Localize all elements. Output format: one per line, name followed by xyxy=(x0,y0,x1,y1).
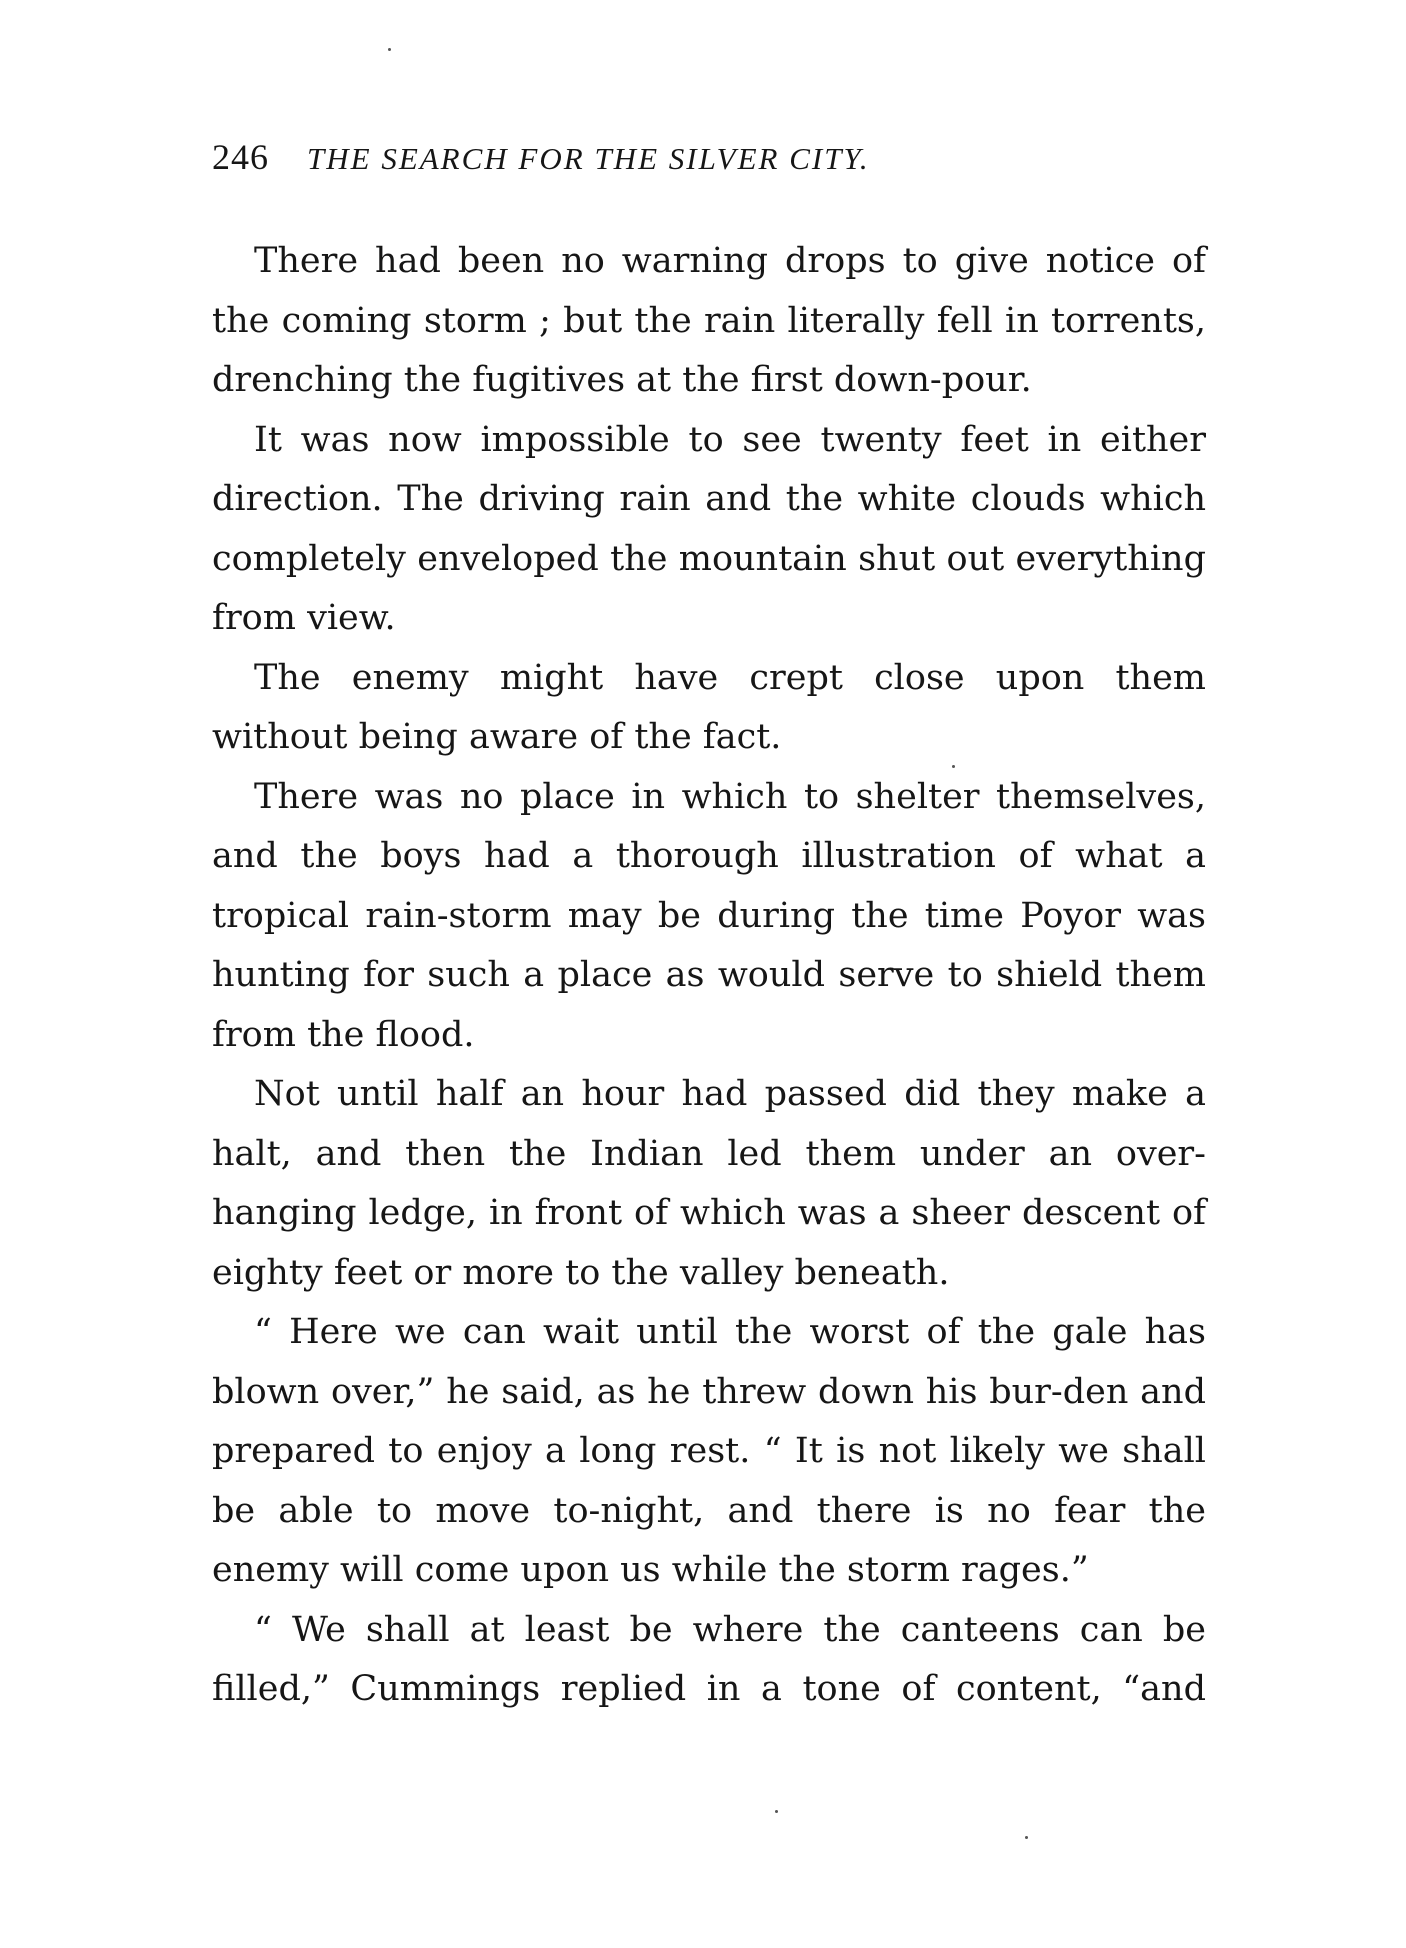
paper-speck xyxy=(952,765,955,768)
paragraph: It was now impossible to see twenty feet in either direction. The driving rain and the white clouds which completely enveloped the mountain shut out everything from view. xyxy=(212,419,1206,638)
paragraph: Not until half an hour had passed did they make a halt, and then the Indian led them under an over-hanging ledge, in front of which was a sheer descent of eighty feet or more to the valley beneath. xyxy=(212,1074,1206,1293)
paragraph: There had been no warning drops to give notice of the coming storm ; but the rain literally fell in torrents, drenching the fugitives at the first down-pour. xyxy=(212,241,1206,400)
paragraph: “ We shall at least be where the canteens can be filled,” Cummings replied in a tone of content, “and xyxy=(212,1609,1206,1709)
paper-speck xyxy=(388,48,391,51)
paragraph: There was no place in which to shelter themselves, and the boys had a thorough illustration of what a tropical rain-storm may be during the time Poyor was hunting for such a place as would serve to shield them from the flood. xyxy=(212,776,1206,1055)
paper-speck xyxy=(775,1810,778,1813)
book-title: THE SEARCH FOR THE SILVER CITY. xyxy=(307,141,870,176)
paragraph: The enemy might have crept close upon them without being aware of the fact. xyxy=(212,657,1206,757)
paper-speck xyxy=(1025,1836,1028,1839)
running-head xyxy=(212,136,1192,192)
page-number: 246 xyxy=(212,137,269,177)
paragraph: “ Here we can wait until the worst of the gale has blown over,” he said, as he threw down his bur-den and prepared to enjoy a long rest. “ It is not likely we shall be able to move to-night, and there is no fear the enemy will come upon us while the storm rages.” xyxy=(212,1312,1206,1590)
body-text xyxy=(212,232,1206,1720)
